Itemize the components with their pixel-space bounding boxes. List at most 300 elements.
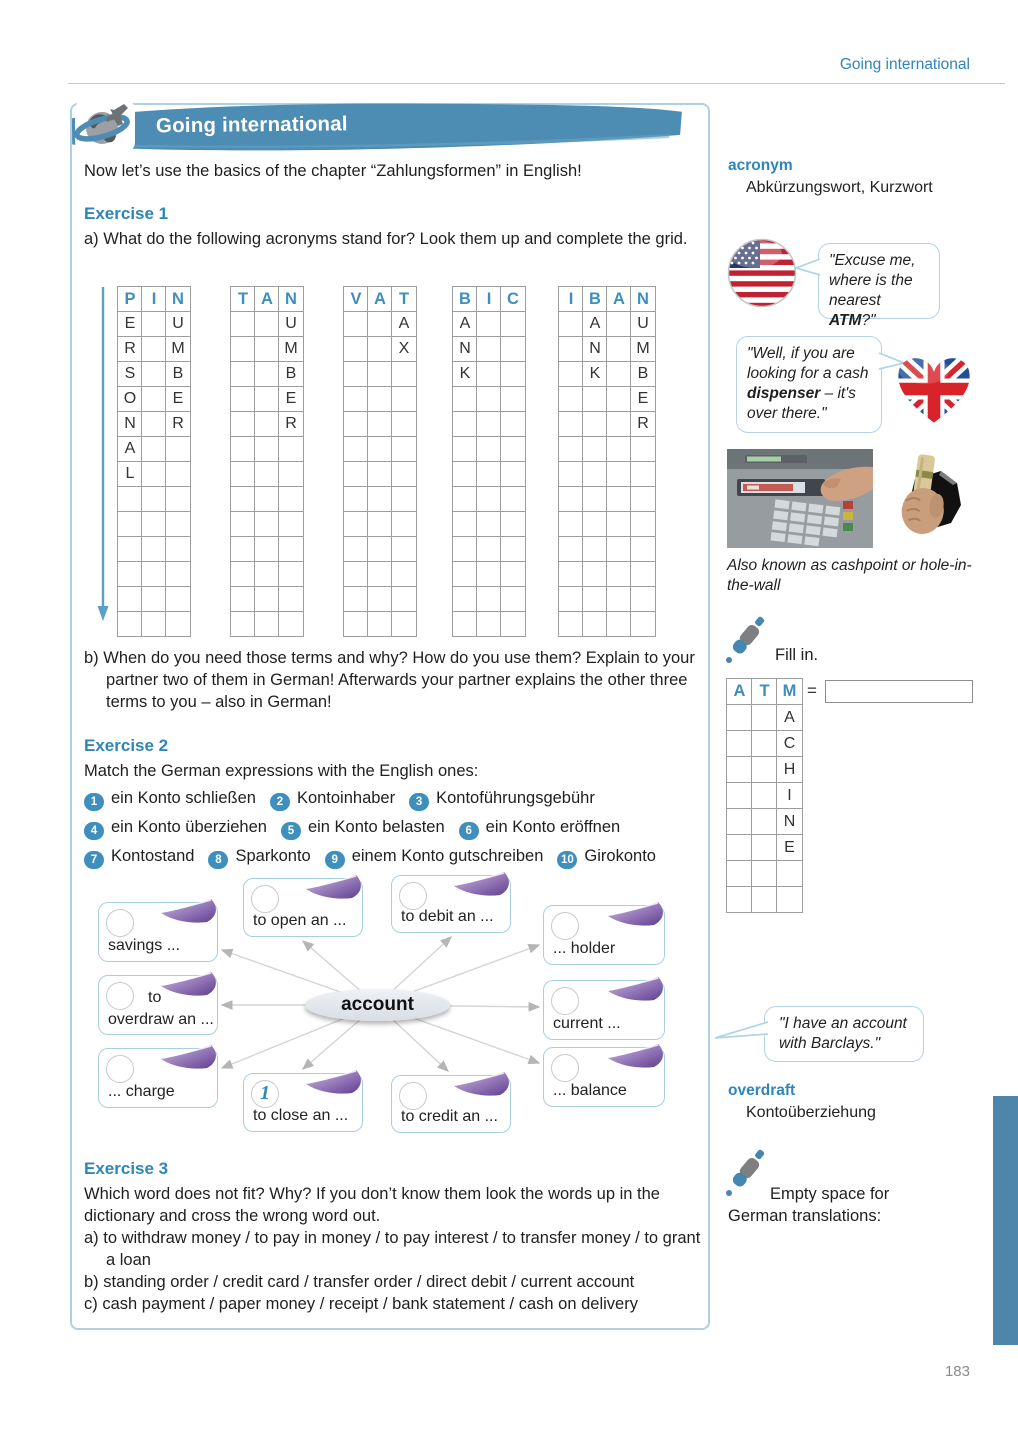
exercise1-task-b: b) When do you need those terms and why? How do you use them? Explain to your partner two of them in German! Afterwards your partner explains the other three terms to you – also in German! (84, 649, 695, 711)
grid-empty-cell[interactable] (367, 486, 393, 512)
grid-empty-cell[interactable] (630, 436, 656, 462)
grid-empty-cell[interactable] (476, 461, 502, 487)
grid-empty-cell[interactable] (254, 311, 280, 337)
grid-letter-cell: C (776, 730, 803, 757)
grid-empty-cell[interactable] (726, 860, 753, 887)
grid-empty-cell[interactable] (391, 486, 417, 512)
grid-empty-cell[interactable] (117, 536, 143, 562)
grid-empty-cell[interactable] (500, 411, 526, 437)
uk-heart-flag-icon (892, 350, 976, 433)
grid-empty-cell[interactable] (367, 511, 393, 537)
grid-empty-cell[interactable] (165, 511, 191, 537)
grid-empty-cell[interactable] (254, 511, 280, 537)
grid-empty-cell[interactable] (582, 461, 608, 487)
running-head: Going international (839, 56, 970, 73)
grid-header-cell: A (367, 286, 393, 312)
grid-empty-cell[interactable] (751, 704, 778, 731)
grid-letter-cell: A (582, 311, 608, 337)
item-number-badge: 6 (459, 822, 479, 840)
grid-header-cell: N (278, 286, 304, 312)
grid-empty-cell[interactable] (452, 461, 478, 487)
grid-empty-cell[interactable] (391, 386, 417, 412)
grid-empty-cell[interactable] (391, 361, 417, 387)
grid-empty-cell[interactable] (230, 536, 256, 562)
grid-empty-cell[interactable] (630, 461, 656, 487)
tag-label: to debit an ... (401, 908, 494, 925)
grid-empty-cell[interactable] (452, 486, 478, 512)
grid-empty-cell[interactable] (582, 511, 608, 537)
grid-empty-cell[interactable] (141, 461, 167, 487)
grid-empty-cell[interactable] (254, 536, 280, 562)
grid-empty-cell[interactable] (254, 411, 280, 437)
exercise2-line (84, 789, 700, 811)
grid-letter-cell: I (776, 782, 803, 809)
grid-empty-cell[interactable] (726, 808, 753, 835)
grid-empty-cell[interactable] (117, 611, 143, 637)
grid-empty-cell[interactable] (606, 586, 632, 612)
speech-bubble-uk (736, 336, 882, 433)
grid-empty-cell[interactable] (165, 486, 191, 512)
crossword-grid-atm (727, 679, 802, 913)
grid-letter-cell: N (117, 411, 143, 437)
grid-empty-cell[interactable] (230, 386, 256, 412)
grid-empty-cell[interactable] (230, 511, 256, 537)
grid-empty-cell[interactable] (726, 704, 753, 731)
grid-empty-cell[interactable] (500, 611, 526, 637)
exercise2-item (409, 789, 595, 807)
grid-letter-cell: U (278, 311, 304, 337)
item-text: ein Konto schließen (111, 789, 256, 807)
item-number-badge: 5 (281, 822, 301, 840)
exercise2-item (84, 818, 267, 836)
grid-letter-cell: R (117, 336, 143, 362)
grid-empty-cell[interactable] (230, 561, 256, 587)
grid-empty-cell[interactable] (606, 386, 632, 412)
grid-empty-cell[interactable] (254, 386, 280, 412)
grid-empty-cell[interactable] (254, 361, 280, 387)
grid-letter-cell: R (630, 411, 656, 437)
exercise2-item (325, 847, 544, 865)
grid-empty-cell[interactable] (230, 361, 256, 387)
grid-empty-cell[interactable] (343, 361, 369, 387)
grid-empty-cell[interactable] (343, 511, 369, 537)
grid-empty-cell[interactable] (141, 411, 167, 437)
grid-empty-cell[interactable] (476, 511, 502, 537)
grid-empty-cell[interactable] (582, 561, 608, 587)
diagram-tag-current (543, 980, 665, 1040)
grid-empty-cell[interactable] (230, 411, 256, 437)
grid-empty-cell[interactable] (558, 461, 584, 487)
grid-empty-cell[interactable] (230, 436, 256, 462)
grid-header-cell: I (141, 286, 167, 312)
grid-empty-cell[interactable] (751, 756, 778, 783)
grid-empty-cell[interactable] (141, 486, 167, 512)
grid-empty-cell[interactable] (476, 411, 502, 437)
grid-empty-cell[interactable] (141, 311, 167, 337)
grid-empty-cell[interactable] (278, 511, 304, 537)
item-text: ein Konto belasten (307, 818, 445, 836)
grid-empty-cell[interactable] (751, 808, 778, 835)
grid-empty-cell[interactable] (606, 461, 632, 487)
grid-letter-cell: S (117, 361, 143, 387)
grid-letter-cell: M (278, 336, 304, 362)
grid-empty-cell[interactable] (165, 461, 191, 487)
grid-empty-cell[interactable] (391, 586, 417, 612)
diagram-tag-holder (543, 905, 665, 965)
speech-bubble-us (818, 243, 940, 329)
grid-empty-cell[interactable] (476, 436, 502, 462)
grid-empty-cell[interactable] (558, 586, 584, 612)
grid-empty-cell[interactable] (558, 436, 584, 462)
grid-empty-cell[interactable] (630, 536, 656, 562)
grid-empty-cell[interactable] (141, 611, 167, 637)
grid-empty-cell[interactable] (751, 834, 778, 861)
grid-empty-cell[interactable] (751, 782, 778, 809)
grid-empty-cell[interactable] (452, 536, 478, 562)
grid-empty-cell[interactable] (606, 536, 632, 562)
grid-empty-cell[interactable] (582, 436, 608, 462)
atm-caption: Also known as cashpoint or hole-in-the-wall (727, 557, 972, 594)
item-number-badge: 1 (84, 793, 104, 811)
fill-in-label: Fill in. (775, 646, 819, 664)
grid-letter-cell: M (165, 336, 191, 362)
grid-empty-cell[interactable] (391, 611, 417, 637)
grid-empty-cell[interactable] (776, 860, 803, 887)
answer-input-box[interactable] (825, 680, 973, 703)
diagram-tag-charge (98, 1048, 218, 1108)
exercise2-item (84, 789, 256, 807)
equals-sign: = (807, 681, 817, 700)
grid-empty-cell[interactable] (558, 611, 584, 637)
grid-letter-cell: U (630, 311, 656, 337)
diagram-tag-debit (391, 875, 511, 933)
grid-empty-cell[interactable] (582, 611, 608, 637)
answer-number: 1 (260, 1082, 270, 1104)
grid-letter-cell: E (165, 386, 191, 412)
grid-empty-cell[interactable] (278, 436, 304, 462)
grid-empty-cell[interactable] (141, 336, 167, 362)
answer-circle[interactable] (106, 909, 134, 937)
grid-empty-cell[interactable] (165, 561, 191, 587)
grid-empty-cell[interactable] (343, 611, 369, 637)
grid-letter-cell: M (630, 336, 656, 362)
grid-empty-cell[interactable] (230, 611, 256, 637)
grid-empty-cell[interactable] (558, 536, 584, 562)
grid-empty-cell[interactable] (476, 536, 502, 562)
diagram-tag-credit (391, 1075, 511, 1133)
grid-empty-cell[interactable] (500, 461, 526, 487)
answer-circle[interactable] (251, 885, 279, 913)
grid-empty-cell[interactable] (230, 486, 256, 512)
grid-empty-cell[interactable] (476, 486, 502, 512)
grid-empty-cell[interactable] (141, 536, 167, 562)
grid-empty-cell[interactable] (630, 611, 656, 637)
grid-empty-cell[interactable] (117, 561, 143, 587)
grid-empty-cell[interactable] (500, 536, 526, 562)
exercise2-item (208, 847, 310, 865)
grid-empty-cell[interactable] (476, 311, 502, 337)
answer-circle[interactable] (399, 882, 427, 910)
grid-empty-cell[interactable] (606, 486, 632, 512)
grid-empty-cell[interactable] (476, 361, 502, 387)
grid-empty-cell[interactable] (141, 586, 167, 612)
tag-label: ... holder (553, 940, 616, 957)
grid-empty-cell[interactable] (367, 436, 393, 462)
grid-empty-cell[interactable] (500, 561, 526, 587)
grid-empty-cell[interactable] (558, 411, 584, 437)
grid-empty-cell[interactable] (582, 486, 608, 512)
crossword-grid-pin (118, 287, 190, 637)
grid-empty-cell[interactable] (558, 486, 584, 512)
grid-empty-cell[interactable] (476, 561, 502, 587)
grid-empty-cell[interactable] (254, 561, 280, 587)
grid-empty-cell[interactable] (367, 586, 393, 612)
grid-empty-cell[interactable] (254, 336, 280, 362)
exercise3-item-c: c) cash payment / paper money / receipt / bank statement / cash on delivery (84, 1295, 638, 1313)
grid-empty-cell[interactable] (165, 586, 191, 612)
grid-empty-cell[interactable] (606, 311, 632, 337)
grid-empty-cell[interactable] (367, 361, 393, 387)
grid-empty-cell[interactable] (141, 361, 167, 387)
grid-empty-cell[interactable] (230, 311, 256, 337)
answer-circle[interactable] (399, 1082, 427, 1110)
grid-empty-cell[interactable] (117, 486, 143, 512)
grid-empty-cell[interactable] (254, 461, 280, 487)
grid-header-cell: A (606, 286, 632, 312)
exercise2-item (84, 847, 194, 865)
grid-empty-cell[interactable] (391, 461, 417, 487)
grid-empty-cell[interactable] (582, 386, 608, 412)
grid-empty-cell[interactable] (343, 561, 369, 587)
bubble-tail (712, 1018, 770, 1044)
grid-empty-cell[interactable] (165, 611, 191, 637)
grid-letter-cell: U (165, 311, 191, 337)
grid-empty-cell[interactable] (254, 486, 280, 512)
grid-empty-cell[interactable] (367, 461, 393, 487)
bubble-text: "Excuse me, where is the nearest (829, 252, 916, 309)
grid-empty-cell[interactable] (452, 561, 478, 587)
grid-empty-cell[interactable] (391, 436, 417, 462)
grid-empty-cell[interactable] (367, 611, 393, 637)
grid-empty-cell[interactable] (452, 586, 478, 612)
grid-empty-cell[interactable] (117, 511, 143, 537)
grid-empty-cell[interactable] (343, 586, 369, 612)
grid-empty-cell[interactable] (500, 511, 526, 537)
exercise3-item-b: b) standing order / credit card / transfer order / direct debit / current account (84, 1273, 635, 1291)
item-text: Girokonto (584, 847, 656, 865)
exercise1-task-a: a) What do the following acronyms stand for? Look them up and complete the grid. (84, 230, 688, 248)
grid-empty-cell[interactable] (726, 756, 753, 783)
grid-empty-cell[interactable] (278, 611, 304, 637)
diagram-center-node: account (305, 989, 450, 1021)
grid-empty-cell[interactable] (582, 536, 608, 562)
grid-empty-cell[interactable] (278, 561, 304, 587)
grid-letter-cell: B (165, 361, 191, 387)
item-text: einem Konto gutschreiben (351, 847, 544, 865)
grid-empty-cell[interactable] (452, 411, 478, 437)
grid-header-cell: T (230, 286, 256, 312)
answer-circle[interactable] (551, 1054, 579, 1082)
grid-empty-cell[interactable] (367, 561, 393, 587)
crossword-grid-iban (559, 287, 655, 637)
grid-empty-cell[interactable] (343, 536, 369, 562)
grid-letter-cell: R (165, 411, 191, 437)
grid-empty-cell[interactable] (606, 511, 632, 537)
grid-letter-cell: K (582, 361, 608, 387)
grid-letter-cell: E (776, 834, 803, 861)
grid-empty-cell[interactable] (278, 486, 304, 512)
grid-empty-cell[interactable] (558, 386, 584, 412)
grid-empty-cell[interactable] (726, 730, 753, 757)
grid-empty-cell[interactable] (500, 586, 526, 612)
grid-empty-cell[interactable] (606, 361, 632, 387)
grid-empty-cell[interactable] (558, 561, 584, 587)
grid-letter-cell: N (776, 808, 803, 835)
grid-empty-cell[interactable] (367, 536, 393, 562)
banner-title: Going international (155, 112, 348, 138)
vocab-translation-acronym: Abkürzungswort, Kurzwort (746, 179, 933, 196)
grid-empty-cell[interactable] (367, 386, 393, 412)
grid-empty-cell[interactable] (751, 886, 778, 913)
grid-empty-cell[interactable] (726, 834, 753, 861)
grid-empty-cell[interactable] (230, 336, 256, 362)
grid-empty-cell[interactable] (391, 411, 417, 437)
tag-label: to overdraw an ... (108, 989, 214, 1028)
grid-empty-cell[interactable] (558, 361, 584, 387)
grid-empty-cell[interactable] (452, 611, 478, 637)
vocab-translation-overdraft: Kontoüberziehung (746, 1104, 876, 1121)
grid-empty-cell[interactable] (117, 586, 143, 612)
grid-empty-cell[interactable] (254, 436, 280, 462)
grid-empty-cell[interactable] (141, 561, 167, 587)
grid-empty-cell[interactable] (751, 860, 778, 887)
grid-empty-cell[interactable] (230, 461, 256, 487)
grid-empty-cell[interactable] (606, 611, 632, 637)
grid-empty-cell[interactable] (165, 436, 191, 462)
grid-empty-cell[interactable] (630, 586, 656, 612)
grid-empty-cell[interactable] (343, 336, 369, 362)
grid-empty-cell[interactable] (500, 336, 526, 362)
grid-header-cell: N (630, 286, 656, 312)
grid-letter-cell: L (117, 461, 143, 487)
grid-empty-cell[interactable] (558, 336, 584, 362)
answer-circle[interactable] (551, 987, 579, 1015)
grid-empty-cell[interactable] (278, 536, 304, 562)
grid-empty-cell[interactable] (630, 511, 656, 537)
item-text: ein Konto überziehen (111, 818, 267, 836)
exercise2-item (459, 818, 621, 836)
grid-empty-cell[interactable] (606, 561, 632, 587)
grid-empty-cell[interactable] (751, 730, 778, 757)
grid-empty-cell[interactable] (278, 586, 304, 612)
exercise1-title: Exercise 1 (84, 204, 169, 223)
exercise2-item-list (84, 789, 700, 876)
grid-empty-cell[interactable] (500, 436, 526, 462)
grid-empty-cell[interactable] (726, 886, 753, 913)
grid-empty-cell[interactable] (476, 611, 502, 637)
grid-letter-cell: A (776, 704, 803, 731)
diagram-tag-close (243, 1073, 363, 1132)
grid-letter-cell: K (452, 361, 478, 387)
chapter-banner (70, 97, 685, 155)
grid-empty-cell[interactable] (391, 536, 417, 562)
grid-letter-cell: R (278, 411, 304, 437)
exercise2-intro: Match the German expressions with the English ones: (84, 762, 479, 780)
bubble-text-bold: dispenser (747, 385, 821, 402)
grid-empty-cell[interactable] (452, 436, 478, 462)
vocab-term-overdraft: overdraft (728, 1082, 796, 1099)
grid-empty-cell[interactable] (630, 486, 656, 512)
item-number-badge: 10 (557, 851, 577, 869)
item-number-badge: 3 (409, 793, 429, 811)
grid-empty-cell[interactable] (500, 361, 526, 387)
crossword-grid-tan (231, 287, 303, 637)
grid-empty-cell[interactable] (606, 436, 632, 462)
grid-empty-cell[interactable] (500, 311, 526, 337)
answer-circle[interactable] (551, 912, 579, 940)
grid-empty-cell[interactable] (141, 436, 167, 462)
grid-empty-cell[interactable] (141, 386, 167, 412)
grid-empty-cell[interactable] (476, 336, 502, 362)
grid-letter-cell: A (391, 311, 417, 337)
grid-empty-cell[interactable] (726, 782, 753, 809)
grid-empty-cell[interactable] (343, 461, 369, 487)
grid-empty-cell[interactable] (558, 311, 584, 337)
grid-header-cell: A (726, 678, 753, 705)
grid-empty-cell[interactable] (582, 586, 608, 612)
grid-header-cell: T (751, 678, 778, 705)
grid-letter-cell: A (117, 436, 143, 462)
grid-empty-cell[interactable] (476, 386, 502, 412)
grid-empty-cell[interactable] (391, 511, 417, 537)
grid-empty-cell[interactable] (367, 336, 393, 362)
grid-empty-cell[interactable] (500, 386, 526, 412)
grid-empty-cell[interactable] (367, 311, 393, 337)
grid-empty-cell[interactable] (343, 411, 369, 437)
grid-empty-cell[interactable] (500, 486, 526, 512)
bubble-text: "Well, if you are looking for a cash (747, 345, 869, 382)
grid-empty-cell[interactable] (582, 411, 608, 437)
grid-empty-cell[interactable] (606, 411, 632, 437)
grid-empty-cell[interactable] (776, 886, 803, 913)
grid-empty-cell[interactable] (343, 436, 369, 462)
grid-empty-cell[interactable] (367, 411, 393, 437)
diagram-tag-open (243, 878, 363, 937)
grid-empty-cell[interactable] (278, 461, 304, 487)
grid-empty-cell[interactable] (558, 511, 584, 537)
grid-empty-cell[interactable] (391, 561, 417, 587)
exercise3-title: Exercise 3 (84, 1159, 169, 1178)
grid-empty-cell[interactable] (165, 536, 191, 562)
grid-empty-cell[interactable] (343, 386, 369, 412)
answer-circle[interactable] (106, 1055, 134, 1083)
item-text: Sparkonto (235, 847, 311, 865)
grid-empty-cell[interactable] (141, 511, 167, 537)
grid-empty-cell[interactable] (452, 386, 478, 412)
grid-empty-cell[interactable] (343, 311, 369, 337)
grid-empty-cell[interactable] (230, 586, 256, 612)
grid-header-cell: A (254, 286, 280, 312)
grid-empty-cell[interactable] (254, 586, 280, 612)
grid-empty-cell[interactable] (630, 561, 656, 587)
grid-empty-cell[interactable] (606, 336, 632, 362)
grid-empty-cell[interactable] (254, 611, 280, 637)
grid-header-cell: I (476, 286, 502, 312)
grid-empty-cell[interactable] (343, 486, 369, 512)
grid-empty-cell[interactable] (452, 511, 478, 537)
item-text: Kontostand (111, 847, 195, 865)
grid-empty-cell[interactable] (476, 586, 502, 612)
